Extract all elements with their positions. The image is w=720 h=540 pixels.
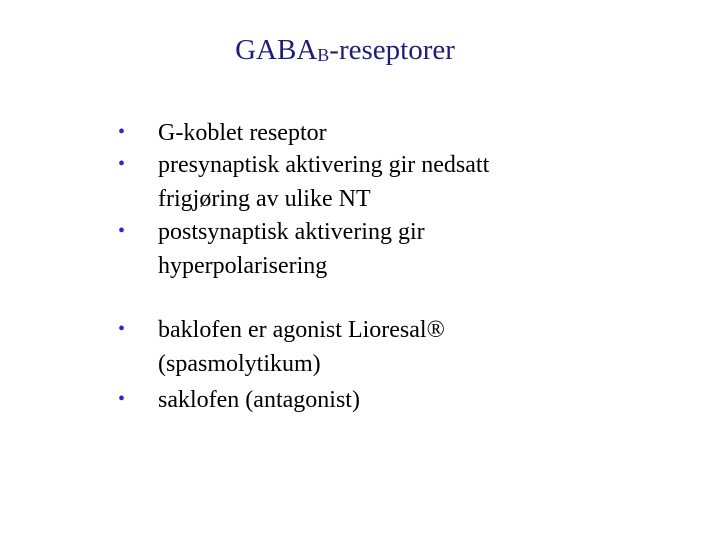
bullet-dot-icon: • (118, 220, 126, 242)
title-main: GABA (235, 34, 318, 66)
slide-title (0, 30, 690, 73)
bullet-line: (spasmolytikum) (158, 351, 321, 377)
bullet-line: saklofen (antagonist) (158, 387, 360, 413)
bullet-line: baklofen er agonist Lioresal® (158, 317, 445, 343)
bullet-dot-icon: • (118, 318, 126, 340)
title-suffix: -reseptorer (329, 34, 455, 66)
title-subscript: B (317, 45, 330, 65)
bullet-line: G-koblet reseptor (158, 120, 327, 146)
bullet-line: presynaptisk aktivering gir nedsatt (158, 152, 490, 178)
bullet-line: frigjøring av ulike NT (158, 186, 371, 212)
bullet-line: hyperpolarisering (158, 253, 328, 279)
bullet-line: postsynaptisk aktivering gir (158, 219, 425, 245)
bullet-dot-icon: • (118, 121, 126, 143)
bullet-dot-icon: • (118, 153, 126, 175)
bullet-dot-icon: • (118, 388, 126, 410)
